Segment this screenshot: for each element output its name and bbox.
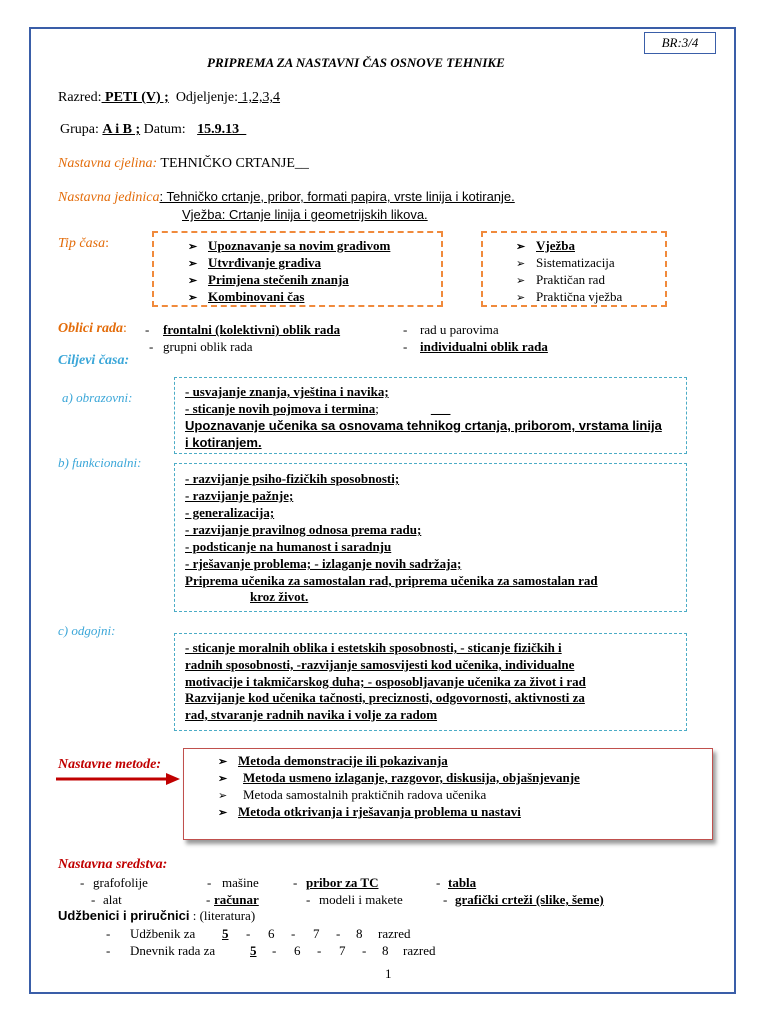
metoda-item: ➢ Metoda samostalnih praktičnih radova učenika	[218, 787, 487, 802]
jedinica-value: : Tehničko crtanje, pribor, formati papira, vrste linija i kotiranje.	[159, 189, 515, 204]
obrazovni-item: - usvajanje znanja, vještina i navika;	[185, 384, 389, 399]
grupa-line	[60, 122, 246, 138]
razred-word: razred	[378, 926, 411, 941]
obrazovni-semicolon: ;	[375, 401, 379, 416]
metode-colon: :	[156, 757, 162, 772]
odg-item: motivacije i takmičarskog duha; - osposobljavanje učenika za život i rad	[185, 674, 586, 689]
grupa-label: Grupa:	[60, 122, 103, 137]
grade: 8	[356, 926, 363, 941]
page-number: 1	[385, 966, 392, 981]
funk-item: - razvijanje pažnje;	[185, 488, 294, 503]
tip-left-item: ➢ Primjena stečenih znanja	[188, 272, 349, 287]
funk-item: - razvijanje psiho-fizičkih sposobnosti;	[185, 471, 400, 486]
tip-left-text: Upoznavanje sa novim gradivom	[208, 238, 391, 253]
tip-right-item: ➢ Vježba	[516, 238, 575, 253]
udzbenici-label: Udžbenici i priručnici	[58, 908, 190, 923]
dnevnik-label: Dnevnik rada za	[130, 943, 216, 958]
oblici-parovi: rad u parovima	[420, 322, 499, 337]
cjelina-label: Nastavna cjelina:	[58, 156, 158, 171]
sred-dash: -	[80, 875, 85, 890]
sred-dash: -	[207, 875, 212, 890]
obrazovni-label: a) obrazovni:	[62, 390, 133, 405]
metoda-text: Metoda demonstracije ili pokazivanja	[238, 753, 448, 768]
grade: 7	[339, 943, 346, 958]
metoda-text: Metoda otkrivanja i rješavanja problema u nastavi	[238, 804, 521, 819]
razred-value: PETI (V) ;	[101, 90, 169, 105]
odg-item: radnih sposobnosti, -razvijanje samosvijesti kod učenika, individualne	[185, 657, 575, 672]
sred-item: grafofolije	[93, 875, 148, 890]
jedinica-line	[58, 189, 515, 206]
sred-item: pribor za TC	[306, 875, 379, 890]
sred-item: mašine	[222, 875, 259, 890]
tip-left-item: ➢ Upoznavanje sa novim gradivom	[188, 238, 391, 253]
sred-item: modeli i makete	[319, 892, 403, 907]
metoda-text: Metoda samostalnih praktičnih radova učenika	[243, 787, 487, 802]
funk-item: - podsticanje na humanost i saradnju	[185, 539, 392, 554]
tip-casa-line	[58, 236, 109, 252]
sred-dash: -	[443, 892, 448, 907]
tip-left-text: Primjena stečenih znanja	[208, 272, 349, 287]
sred-dash: -	[293, 875, 298, 890]
razred-line	[58, 90, 280, 106]
grade-selected: 5	[222, 926, 229, 941]
oblici-colon: :	[122, 321, 127, 336]
tip-right-text: Sistematizacija	[536, 255, 615, 270]
cjelina-value: TEHNIČKO CRTANJE__	[157, 156, 309, 171]
udz-dash: -	[246, 926, 251, 941]
odg-item: - sticanje moralnih oblika i estetskih sposobnosti, - sticanje fizičkih i	[185, 640, 562, 655]
tip-left-text: Utvrđivanje gradiva	[208, 255, 322, 270]
metode-label: Nastavne metode	[58, 757, 157, 772]
jedinica-vjezba: Vježba: Crtanje linija i geometrijskih likova.	[182, 207, 428, 222]
grade: 7	[313, 926, 320, 941]
grade: 6	[268, 926, 275, 941]
sred-item: alat	[103, 892, 122, 907]
datum-label: Datum:	[140, 122, 190, 137]
tip-right-item: ➢ Sistematizacija	[516, 255, 615, 270]
obrazovni-item	[185, 401, 450, 417]
sred-dash: -	[306, 892, 311, 907]
sredstva-label: Nastavna sredstva:	[58, 857, 168, 872]
arrow-right-icon	[56, 772, 182, 786]
razred-label: Razred:	[58, 90, 102, 105]
metoda-item: ➢ Metoda demonstracije ili pokazivanja	[218, 753, 448, 768]
jedinica-label: Nastavna jedinica	[58, 190, 160, 205]
tip-right-item: ➢ Praktična vježba	[516, 289, 623, 304]
tip-left-text: Kombinovani čas	[208, 289, 305, 304]
tip-left-item: ➢ Kombinovani čas	[188, 289, 305, 304]
odjeljenje-label: Odjeljenje:	[175, 90, 239, 105]
tip-left-item: ➢ Utvrđivanje gradiva	[188, 255, 322, 270]
razred-word: razred	[403, 943, 436, 958]
funk-item: Priprema učenika za samostalan rad, priprema učenika za samostalan rad	[185, 573, 598, 588]
funk-item: - generalizacija;	[185, 505, 275, 520]
ciljevi-label: Ciljevi časa:	[58, 353, 130, 368]
oblici-grupni: grupni oblik rada	[163, 339, 253, 354]
grade: 8	[382, 943, 389, 958]
funkcionalni-label: b) funkcionalni:	[58, 455, 142, 470]
odg-item: Razvijanje kod učenika tačnosti, preciznosti, odgovornosti, aktivnosti za	[185, 690, 585, 705]
oblici-individualni: individualni oblik rada	[420, 339, 548, 354]
funk-item: kroz život.	[250, 589, 309, 604]
oblici-dash: -	[149, 339, 154, 354]
page-title: PRIPREMA ZA NASTAVNI ČAS OSNOVE TEHNIKE	[207, 55, 505, 70]
oblici-dash: -	[403, 339, 408, 354]
cjelina-line	[58, 156, 309, 172]
sred-dash: -	[436, 875, 441, 890]
tip-colon: :	[105, 236, 109, 251]
udzbenik-label: Udžbenik za	[130, 926, 196, 941]
sred-item: tabla	[448, 875, 477, 890]
udz-dash: -	[291, 926, 296, 941]
oblici-frontalni: frontalni (kolektivni) oblik rada	[163, 322, 341, 337]
obrazovni-item: i kotiranjem.	[185, 435, 262, 450]
tip-label: Tip časa	[58, 236, 106, 251]
odjeljenje-value: 1,2,3,4	[238, 90, 281, 105]
oblici-dash: -	[403, 322, 408, 337]
obrazovni-blank: ___	[430, 401, 451, 416]
oblici-label-line	[58, 321, 127, 337]
oblici-dash: -	[145, 322, 150, 337]
udz-dash: -	[106, 926, 111, 941]
sred-item: grafički crteži (slike, šeme)	[455, 892, 604, 907]
document-number: BR:3/4	[644, 32, 716, 54]
sred-item: računar	[214, 892, 259, 907]
funk-item: - razvijanje pravilnog odnosa prema radu;	[185, 522, 422, 537]
grade: 6	[294, 943, 301, 958]
udzbenici-literatura: : (literatura)	[189, 908, 256, 923]
metoda-item: ➢ Metoda otkrivanja i rješavanja problema u nastavi	[218, 804, 521, 819]
tip-right-text: Praktičan rad	[536, 272, 605, 287]
sred-dash: -	[206, 892, 211, 907]
metoda-item: ➢ Metoda usmeno izlaganje, razgovor, diskusija, objašnjevanje	[218, 770, 580, 785]
odg-item: rad, stvaranje radnih navika i volje za radom	[185, 707, 438, 722]
funk-item: - rješavanje problema; - izlaganje novih sadržaja;	[185, 556, 462, 571]
obrazovni-item: Upoznavanje učenika sa osnovama tehnikog crtanja, priborom, vrstama linija	[185, 418, 662, 433]
tip-right-text: Vježba	[536, 238, 575, 253]
tip-right-item: ➢ Praktičan rad	[516, 272, 605, 287]
metode-label-line	[58, 757, 161, 773]
udz-dash: -	[336, 926, 341, 941]
grupa-value: A i B ;	[102, 122, 141, 137]
odgojni-label: c) odgojni:	[58, 623, 116, 638]
datum-value: 15.9.13_	[197, 122, 247, 137]
metoda-text: Metoda usmeno izlaganje, razgovor, diskusija, objašnjevanje	[243, 770, 580, 785]
udz-dash: -	[106, 943, 111, 958]
udz-dash: -	[362, 943, 367, 958]
udz-dash: -	[317, 943, 322, 958]
udz-dash: -	[272, 943, 277, 958]
oblici-label: Oblici rada	[58, 321, 123, 336]
grade-selected: 5	[250, 943, 257, 958]
sred-dash: -	[91, 892, 96, 907]
tip-right-text: Praktična vježba	[536, 289, 623, 304]
obrazovni-text: - sticanje novih pojmova i termina	[185, 401, 376, 416]
udzbenici-line	[58, 908, 255, 924]
